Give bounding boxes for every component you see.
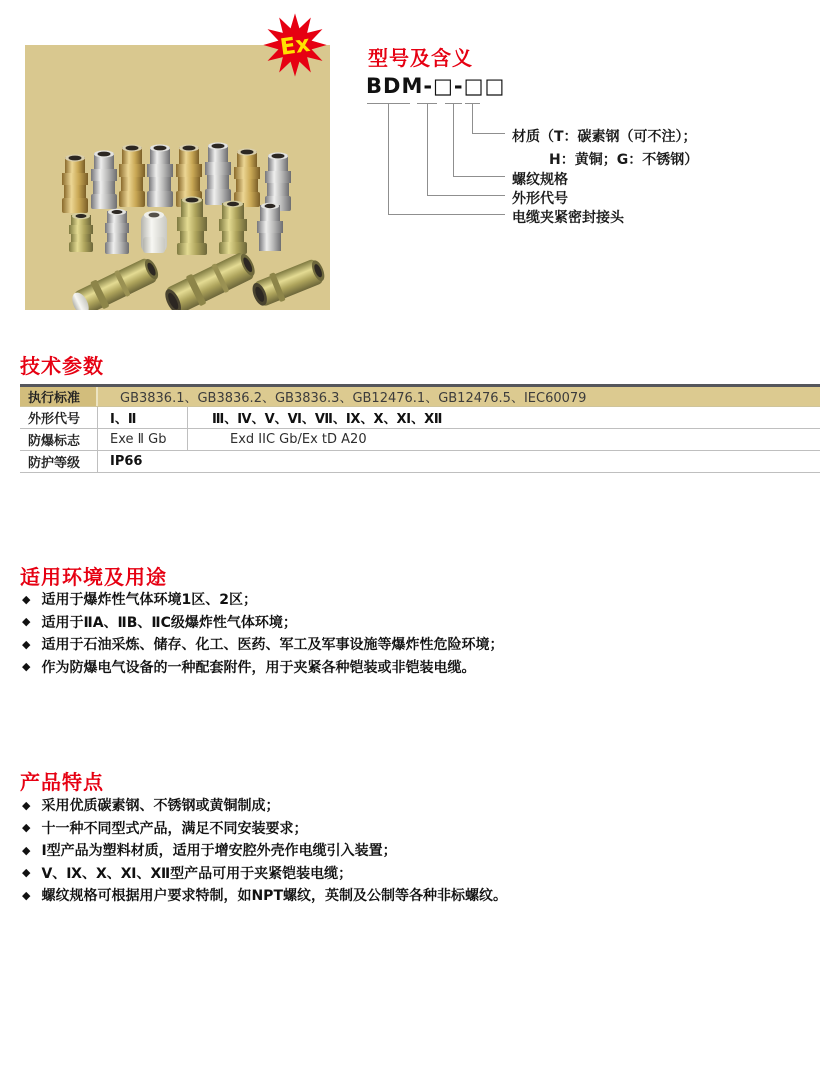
model-section-title: 型号及含义 xyxy=(368,46,473,70)
row-value-standards: GB3836.1、GB3836.2、GB3836.3、GB12476.1、GB12476.5、IEC60079 xyxy=(98,387,820,406)
list-item xyxy=(22,660,503,674)
product-photo-illustration xyxy=(25,45,330,310)
usage-item-text: 适用于ⅡA、ⅡB、ⅡC级爆炸性气体环境； xyxy=(41,614,297,631)
usage-item-text: 适用于石油采炼、储存、化工、医药、军工及军事设施等爆炸性危险环境； xyxy=(41,637,504,653)
diamond-bullet-icon: ◆ xyxy=(22,798,31,812)
diamond-bullet-icon: ◆ xyxy=(22,637,31,651)
label-shape-code: 外形代号 xyxy=(512,191,568,207)
row-label-ex-marking: 防爆标志 xyxy=(20,429,98,450)
list-item xyxy=(22,821,507,835)
row-label-ip-rating: 防护等级 xyxy=(20,451,98,472)
usage-section-title: 适用环境及用途 xyxy=(20,565,167,589)
usage-list xyxy=(22,592,503,682)
label-material-line1: 材质（T：碳素钢（可不注）； xyxy=(512,129,697,145)
features-list xyxy=(22,798,507,911)
diamond-bullet-icon: ◆ xyxy=(22,615,31,628)
feature-item-text: 采用优质碳素钢、不锈钢或黄铜制成； xyxy=(41,798,280,814)
tech-params-table xyxy=(20,384,820,473)
model-code: BDM-□-□□ xyxy=(366,74,506,98)
label-thread-spec: 螺纹规格 xyxy=(512,172,568,188)
list-item xyxy=(22,615,503,629)
table-row-standards xyxy=(20,387,820,407)
features-section-title: 产品特点 xyxy=(20,770,104,794)
shape-codes-group1: Ⅰ、Ⅱ xyxy=(98,407,188,428)
usage-item-text: 适用于爆炸性气体环境1区、2区； xyxy=(41,592,257,608)
table-row-shape-codes xyxy=(20,407,820,429)
product-photo xyxy=(25,45,330,310)
diamond-bullet-icon: ◆ xyxy=(22,592,31,606)
list-item xyxy=(22,866,507,880)
row-label-shape-codes: 外形代号 xyxy=(20,407,98,428)
leader-line-material xyxy=(472,104,505,134)
tech-params-title: 技术参数 xyxy=(20,354,104,378)
list-item xyxy=(22,843,507,857)
list-item xyxy=(22,798,507,812)
ex-badge-label: Ex xyxy=(278,30,312,61)
table-row-ex-marking xyxy=(20,429,820,451)
list-item xyxy=(22,592,503,606)
ex-marking-group1: Exe Ⅱ Gb xyxy=(98,429,188,450)
diamond-bullet-icon: ◆ xyxy=(22,866,31,879)
usage-item-text: 作为防爆电气设备的一种配套附件，用于夹紧各种铠装或非铠装电缆。 xyxy=(41,659,476,676)
feature-item-text: Ⅰ型产品为塑料材质，适用于增安腔外壳作电缆引入装置； xyxy=(41,843,397,859)
list-item xyxy=(22,637,503,651)
table-row-ip-rating xyxy=(20,451,820,473)
label-material-line2: H：黄铜；G：不锈钢） xyxy=(549,152,699,168)
ex-marking-group2: Exd IIC Gb/Ex tD A20 xyxy=(230,432,367,447)
list-item xyxy=(22,888,507,902)
shape-codes-group2: Ⅲ、Ⅳ、Ⅴ、Ⅵ、Ⅶ、Ⅸ、Ⅹ、Ⅺ、Ⅻ xyxy=(212,412,443,427)
feature-item-text: 螺纹规格可根据用户要求特制，如NPT螺纹，英制及公制等各种非标螺纹。 xyxy=(41,888,507,904)
label-product-name: 电缆夹紧密封接头 xyxy=(512,210,624,226)
diamond-bullet-icon: ◆ xyxy=(22,821,31,834)
ip-rating-value: IP66 xyxy=(110,454,143,469)
diamond-bullet-icon: ◆ xyxy=(22,888,31,902)
row-label-standards: 执行标准 xyxy=(20,387,98,406)
ex-star-icon xyxy=(261,12,329,78)
ex-badge xyxy=(261,12,329,78)
feature-item-text: Ⅴ、Ⅸ、Ⅹ、Ⅺ、Ⅻ型产品可用于夹紧铠装电缆； xyxy=(41,865,353,882)
feature-item-text: 十一种不同型式产品，满足不同安装要求； xyxy=(41,820,308,837)
diamond-bullet-icon: ◆ xyxy=(22,660,31,673)
diamond-bullet-icon: ◆ xyxy=(22,843,31,857)
